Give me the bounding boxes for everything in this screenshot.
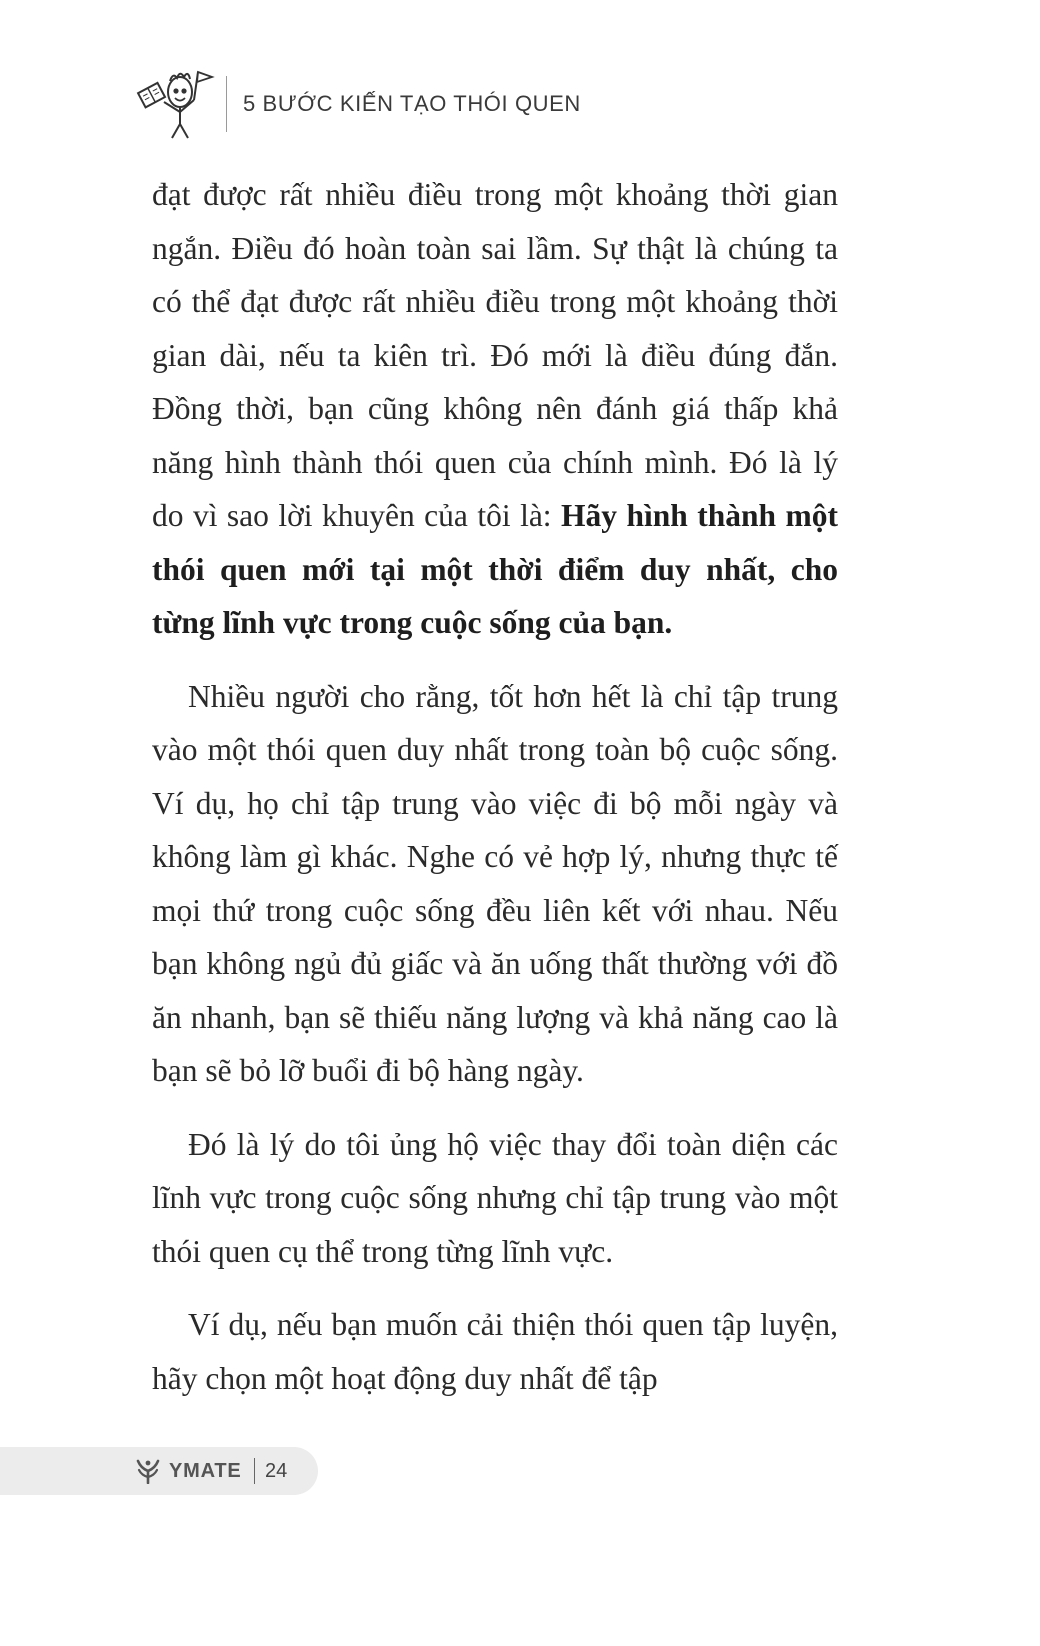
footer-divider	[254, 1458, 256, 1484]
paragraph-2: Nhiều người cho rằng, tốt hơn hết là chỉ tập trung vào một thói quen duy nhất trong toàn bộ cuộc sống. Ví dụ, họ chỉ tập trung vào việc đi bộ mỗi ngày và không làm gì khác. Nghe có vẻ hợp lý, nhưng thực tế mọi thứ trong cuộc sống đều liên kết với nhau. Nếu bạn không ngủ đủ giấc và ăn uống thất thường với đồ ăn nhanh, bạn sẽ thiếu năng lượng và khả năng cao là bạn sẽ bỏ lỡ buổi đi bộ hàng ngày.	[152, 678, 838, 1088]
paragraph-1-bold-advice: Hãy hình thành một thói quen mới tại một thời điểm duy nhất, cho từng lĩnh vực trong cuộc sống của bạn.	[152, 498, 838, 640]
footer-band	[0, 1447, 318, 1495]
stick-figure-with-flag-icon	[136, 66, 220, 142]
paragraph-1	[152, 168, 838, 650]
footer-brand: YMATE	[169, 1459, 242, 1482]
header-divider	[226, 76, 227, 132]
paragraph-4: Ví dụ, nếu bạn muốn cải thiện thói quen tập luyện, hãy chọn một hoạt động duy nhất để tập	[152, 1307, 838, 1396]
ymate-logo-icon	[135, 1458, 161, 1484]
running-head	[136, 66, 581, 142]
paragraph-3: Đó là lý do tôi ủng hộ việc thay đổi toàn diện các lĩnh vực trong cuộc sống nhưng chỉ tập trung vào một thói quen cụ thể trong từng lĩnh vực.	[152, 1126, 838, 1269]
running-head-title: 5 BƯỚC KIẾN TẠO THÓI QUEN	[243, 91, 581, 116]
page-number: 24	[265, 1459, 288, 1482]
paragraph-1-text: đạt được rất nhiều điều trong một khoảng thời gian ngắn. Điều đó hoàn toàn sai lầm. Sự thật là chúng ta có thể đạt được rất nhiều điều trong một khoảng thời gian dài, nếu ta kiên trì. Đó mới là điều đúng đắn. Đồng thời, bạn cũng không nên đánh giá thấp khả năng hình thành thói quen của chính mình. Đó là lý do vì sao lời khuyên của tôi là:	[152, 177, 838, 533]
page-body	[152, 168, 838, 1425]
